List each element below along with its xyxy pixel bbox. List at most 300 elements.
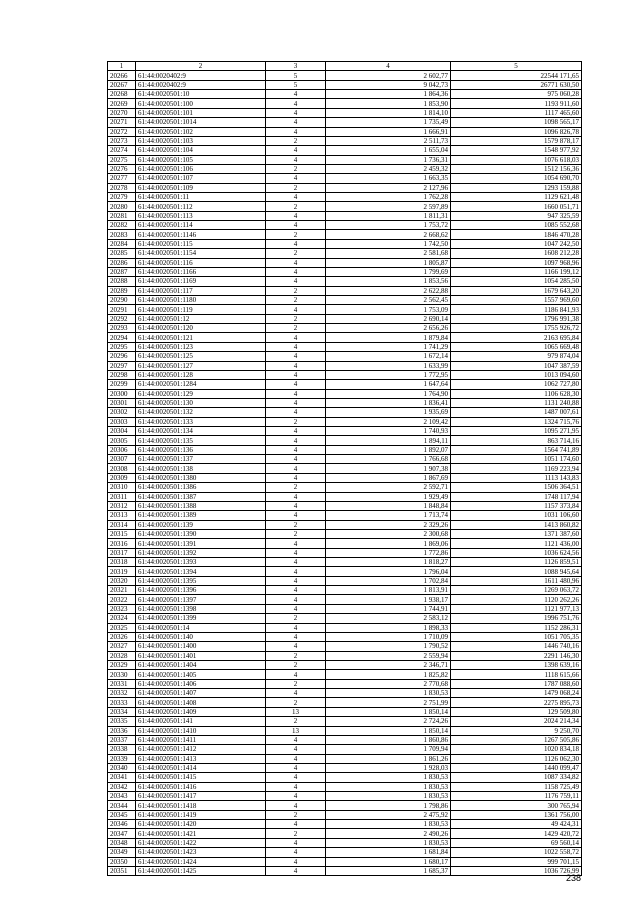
cadastral-number-cell: 61:44:0020501:1394 bbox=[136, 567, 266, 576]
table-row bbox=[108, 127, 582, 136]
cadastral-value-cell: 1440 099,47 bbox=[451, 763, 582, 772]
row-number-cell: 20297 bbox=[108, 361, 136, 370]
specific-value-cell: 1 798,86 bbox=[326, 801, 451, 810]
table-row bbox=[108, 464, 582, 473]
specific-value-cell: 1 830,53 bbox=[326, 773, 451, 782]
cadastral-number-cell: 61:44:0020501:1407 bbox=[136, 689, 266, 698]
specific-value-cell: 1 663,35 bbox=[326, 174, 451, 183]
specific-value-cell: 1 764,90 bbox=[326, 389, 451, 398]
cadastral-value-cell: 1120 262,26 bbox=[451, 595, 582, 604]
row-number-cell: 20310 bbox=[108, 483, 136, 492]
table-row bbox=[108, 314, 582, 323]
cadastral-number-cell: 61:44:0020501:1424 bbox=[136, 857, 266, 866]
specific-value-cell: 2 668,62 bbox=[326, 230, 451, 239]
row-number-cell: 20336 bbox=[108, 726, 136, 735]
row-number-cell: 20293 bbox=[108, 324, 136, 333]
specific-value-cell: 2 109,42 bbox=[326, 417, 451, 426]
cadastral-value-cell: 1087 334,82 bbox=[451, 773, 582, 782]
specific-value-cell: 1 848,84 bbox=[326, 501, 451, 510]
row-number-cell: 20335 bbox=[108, 717, 136, 726]
cadastral-value-cell: 1076 618,03 bbox=[451, 155, 582, 164]
group-cell: 2 bbox=[266, 230, 326, 239]
row-number-cell: 20266 bbox=[108, 71, 136, 80]
table-body bbox=[108, 71, 582, 876]
row-number-cell: 20308 bbox=[108, 464, 136, 473]
cadastral-number-cell: 61:44:0020501:11 bbox=[136, 193, 266, 202]
group-cell: 4 bbox=[266, 501, 326, 510]
specific-value-cell: 2 511,73 bbox=[326, 136, 451, 145]
table-row bbox=[108, 398, 582, 407]
cadastral-value-cell: 1121 977,13 bbox=[451, 604, 582, 613]
table-row bbox=[108, 239, 582, 248]
group-cell: 2 bbox=[266, 417, 326, 426]
row-number-cell: 20309 bbox=[108, 473, 136, 482]
specific-value-cell: 1 894,11 bbox=[326, 436, 451, 445]
cadastral-number-cell: 61:44:0020501:1423 bbox=[136, 848, 266, 857]
group-cell: 2 bbox=[266, 717, 326, 726]
table-row bbox=[108, 820, 582, 829]
group-cell: 4 bbox=[266, 258, 326, 267]
group-cell: 4 bbox=[266, 689, 326, 698]
row-number-cell: 20318 bbox=[108, 558, 136, 567]
group-cell: 2 bbox=[266, 529, 326, 538]
table-row bbox=[108, 258, 582, 267]
table-row bbox=[108, 80, 582, 89]
cadastral-value-cell: 1679 643,20 bbox=[451, 286, 582, 295]
cadastral-value-cell: 26771 630,50 bbox=[451, 80, 582, 89]
row-number-cell: 20301 bbox=[108, 398, 136, 407]
specific-value-cell: 1 867,69 bbox=[326, 473, 451, 482]
cadastral-number-cell: 61:44:0020501:1387 bbox=[136, 492, 266, 501]
cadastral-number-cell: 61:44:0020501:1154 bbox=[136, 249, 266, 258]
cadastral-number-cell: 61:44:0020501:1404 bbox=[136, 661, 266, 670]
group-cell: 2 bbox=[266, 679, 326, 688]
row-number-cell: 20303 bbox=[108, 417, 136, 426]
table-row bbox=[108, 763, 582, 772]
specific-value-cell: 1 929,49 bbox=[326, 492, 451, 501]
table-row bbox=[108, 174, 582, 183]
table-row bbox=[108, 164, 582, 173]
table-row bbox=[108, 792, 582, 801]
cadastral-number-cell: 61:44:0020501:1409 bbox=[136, 707, 266, 716]
row-number-cell: 20296 bbox=[108, 352, 136, 361]
specific-value-cell: 1 805,87 bbox=[326, 258, 451, 267]
cadastral-value-cell: 1113 143,83 bbox=[451, 473, 582, 482]
row-number-cell: 20299 bbox=[108, 380, 136, 389]
specific-value-cell: 2 602,77 bbox=[326, 71, 451, 80]
table-row bbox=[108, 698, 582, 707]
cadastral-number-cell: 61:44:0020501:109 bbox=[136, 183, 266, 192]
cadastral-value-cell: 1324 715,76 bbox=[451, 417, 582, 426]
cadastral-value-cell: 1371 387,60 bbox=[451, 529, 582, 538]
cadastral-number-cell: 61:44:0020501:1419 bbox=[136, 810, 266, 819]
cadastral-number-cell: 61:44:0020501:137 bbox=[136, 455, 266, 464]
table-row bbox=[108, 801, 582, 810]
cadastral-value-cell: 1152 286,31 bbox=[451, 623, 582, 632]
specific-value-cell: 1 830,53 bbox=[326, 782, 451, 791]
table-row bbox=[108, 249, 582, 258]
row-number-cell: 20280 bbox=[108, 202, 136, 211]
table-row bbox=[108, 548, 582, 557]
group-cell: 4 bbox=[266, 754, 326, 763]
cadastral-value-cell: 1047 387,59 bbox=[451, 361, 582, 370]
column-header: 5 bbox=[451, 62, 582, 71]
table-row bbox=[108, 661, 582, 670]
group-cell: 2 bbox=[266, 661, 326, 670]
table-row bbox=[108, 595, 582, 604]
cadastral-number-cell: 61:44:0020501:1391 bbox=[136, 539, 266, 548]
table-row bbox=[108, 183, 582, 192]
cadastral-number-cell: 61:44:0020501:1411 bbox=[136, 735, 266, 744]
group-cell: 4 bbox=[266, 127, 326, 136]
cadastral-value-cell: 1097 968,96 bbox=[451, 258, 582, 267]
row-number-cell: 20285 bbox=[108, 249, 136, 258]
specific-value-cell: 2 346,71 bbox=[326, 661, 451, 670]
group-cell: 2 bbox=[266, 295, 326, 304]
cadastral-number-cell: 61:44:0020501:1393 bbox=[136, 558, 266, 567]
row-number-cell: 20351 bbox=[108, 866, 136, 875]
cadastral-number-cell: 61:44:0020501:116 bbox=[136, 258, 266, 267]
cadastral-number-cell: 61:44:0020501:121 bbox=[136, 333, 266, 342]
group-cell: 4 bbox=[266, 370, 326, 379]
specific-value-cell: 1 796,04 bbox=[326, 567, 451, 576]
group-cell: 2 bbox=[266, 249, 326, 258]
cadastral-value-cell: 1036 726,99 bbox=[451, 866, 582, 875]
cadastral-value-cell: 1193 911,60 bbox=[451, 99, 582, 108]
group-cell: 4 bbox=[266, 99, 326, 108]
group-cell: 4 bbox=[266, 398, 326, 407]
table-row bbox=[108, 866, 582, 875]
cadastral-number-cell: 61:44:0020501:100 bbox=[136, 99, 266, 108]
table-row bbox=[108, 295, 582, 304]
table-row bbox=[108, 642, 582, 651]
table-row bbox=[108, 333, 582, 342]
specific-value-cell: 1 710,09 bbox=[326, 632, 451, 641]
specific-value-cell: 2 622,88 bbox=[326, 286, 451, 295]
specific-value-cell: 1 864,36 bbox=[326, 90, 451, 99]
row-number-cell: 20319 bbox=[108, 567, 136, 576]
cadastral-value-cell: 1267 505,86 bbox=[451, 735, 582, 744]
row-number-cell: 20290 bbox=[108, 295, 136, 304]
specific-value-cell: 1 799,69 bbox=[326, 267, 451, 276]
table-row bbox=[108, 586, 582, 595]
cadastral-value-cell: 1106 628,30 bbox=[451, 389, 582, 398]
cadastral-value-cell: 1748 117,94 bbox=[451, 492, 582, 501]
cadastral-number-cell: 61:44:0020501:1415 bbox=[136, 773, 266, 782]
specific-value-cell: 1 938,17 bbox=[326, 595, 451, 604]
cadastral-value-cell: 1579 878,17 bbox=[451, 136, 582, 145]
row-number-cell: 20338 bbox=[108, 745, 136, 754]
specific-value-cell: 1 860,86 bbox=[326, 735, 451, 744]
table-row bbox=[108, 211, 582, 220]
column-header: 2 bbox=[136, 62, 266, 71]
cadastral-value-cell: 1169 223,94 bbox=[451, 464, 582, 473]
specific-value-cell: 1 825,82 bbox=[326, 670, 451, 679]
group-cell: 4 bbox=[266, 595, 326, 604]
specific-value-cell: 1 766,68 bbox=[326, 455, 451, 464]
row-number-cell: 20271 bbox=[108, 118, 136, 127]
table-row bbox=[108, 99, 582, 108]
group-cell: 4 bbox=[266, 745, 326, 754]
row-number-cell: 20349 bbox=[108, 848, 136, 857]
specific-value-cell: 1 753,09 bbox=[326, 305, 451, 314]
table-row bbox=[108, 848, 582, 857]
cadastral-number-cell: 61:44:0020501:1425 bbox=[136, 866, 266, 875]
specific-value-cell: 1 818,27 bbox=[326, 558, 451, 567]
group-cell: 4 bbox=[266, 211, 326, 220]
cadastral-value-cell: 1176 759,11 bbox=[451, 792, 582, 801]
specific-value-cell: 1 713,74 bbox=[326, 511, 451, 520]
row-number-cell: 20281 bbox=[108, 211, 136, 220]
cadastral-value-cell: 1051 174,60 bbox=[451, 455, 582, 464]
cadastral-number-cell: 61:44:0020501:115 bbox=[136, 239, 266, 248]
row-number-cell: 20320 bbox=[108, 576, 136, 585]
cadastral-value-cell: 1787 088,60 bbox=[451, 679, 582, 688]
cadastral-number-cell: 61:44:0020501:133 bbox=[136, 417, 266, 426]
specific-value-cell: 1 830,53 bbox=[326, 792, 451, 801]
cadastral-value-cell: 1054 690,70 bbox=[451, 174, 582, 183]
cadastral-value-cell: 1020 834,18 bbox=[451, 745, 582, 754]
cadastral-number-cell: 61:44:0020501:1410 bbox=[136, 726, 266, 735]
table-row bbox=[108, 427, 582, 436]
table-row bbox=[108, 436, 582, 445]
cadastral-value-cell: 863 714,16 bbox=[451, 436, 582, 445]
cadastral-number-cell: 61:44:0020501:127 bbox=[136, 361, 266, 370]
row-number-cell: 20268 bbox=[108, 90, 136, 99]
row-number-cell: 20350 bbox=[108, 857, 136, 866]
group-cell: 2 bbox=[266, 314, 326, 323]
table-row bbox=[108, 529, 582, 538]
row-number-cell: 20289 bbox=[108, 286, 136, 295]
table-row bbox=[108, 361, 582, 370]
specific-value-cell: 1 647,64 bbox=[326, 380, 451, 389]
table-row bbox=[108, 773, 582, 782]
group-cell: 2 bbox=[266, 324, 326, 333]
table-row bbox=[108, 71, 582, 80]
group-cell: 2 bbox=[266, 829, 326, 838]
cadastral-number-cell: 61:44:0020501:1422 bbox=[136, 838, 266, 847]
cadastral-number-cell: 61:44:0020501:101 bbox=[136, 108, 266, 117]
table-row bbox=[108, 614, 582, 623]
table-row bbox=[108, 136, 582, 145]
specific-value-cell: 1 685,37 bbox=[326, 866, 451, 875]
cadastral-number-cell: 61:44:0020402:9 bbox=[136, 71, 266, 80]
row-number-cell: 20302 bbox=[108, 408, 136, 417]
cadastral-number-cell: 61:44:0020501:1421 bbox=[136, 829, 266, 838]
table-row bbox=[108, 689, 582, 698]
group-cell: 4 bbox=[266, 632, 326, 641]
group-cell: 4 bbox=[266, 782, 326, 791]
group-cell: 5 bbox=[266, 71, 326, 80]
row-number-cell: 20274 bbox=[108, 146, 136, 155]
cadastral-value-cell: 1088 945,64 bbox=[451, 567, 582, 576]
row-number-cell: 20288 bbox=[108, 277, 136, 286]
row-number-cell: 20300 bbox=[108, 389, 136, 398]
row-number-cell: 20343 bbox=[108, 792, 136, 801]
group-cell: 4 bbox=[266, 763, 326, 772]
group-cell: 4 bbox=[266, 389, 326, 398]
row-number-cell: 20270 bbox=[108, 108, 136, 117]
group-cell: 2 bbox=[266, 810, 326, 819]
cadastral-value-cell: 49 424,31 bbox=[451, 820, 582, 829]
specific-value-cell: 2 475,92 bbox=[326, 810, 451, 819]
table-row bbox=[108, 155, 582, 164]
table-row bbox=[108, 277, 582, 286]
row-number-cell: 20311 bbox=[108, 492, 136, 501]
cadastral-number-cell: 61:44:0020501:1388 bbox=[136, 501, 266, 510]
specific-value-cell: 1 741,29 bbox=[326, 342, 451, 351]
group-cell: 4 bbox=[266, 670, 326, 679]
row-number-cell: 20282 bbox=[108, 221, 136, 230]
cadastral-number-cell: 61:44:0020501:1412 bbox=[136, 745, 266, 754]
cadastral-number-cell: 61:44:0020501:1418 bbox=[136, 801, 266, 810]
cadastral-value-cell: 1126 062,30 bbox=[451, 754, 582, 763]
cadastral-value-cell: 1031 106,60 bbox=[451, 511, 582, 520]
group-cell: 4 bbox=[266, 576, 326, 585]
table-row bbox=[108, 146, 582, 155]
cadastral-value-cell: 1096 826,78 bbox=[451, 127, 582, 136]
column-header: 1 bbox=[108, 62, 136, 71]
row-number-cell: 20277 bbox=[108, 174, 136, 183]
cadastral-value-cell: 2275 895,73 bbox=[451, 698, 582, 707]
row-number-cell: 20298 bbox=[108, 370, 136, 379]
group-cell: 4 bbox=[266, 623, 326, 632]
group-cell: 4 bbox=[266, 642, 326, 651]
cadastral-number-cell: 61:44:0020501:119 bbox=[136, 305, 266, 314]
row-number-cell: 20326 bbox=[108, 632, 136, 641]
row-number-cell: 20307 bbox=[108, 455, 136, 464]
cadastral-value-cell: 1512 156,36 bbox=[451, 164, 582, 173]
group-cell: 4 bbox=[266, 838, 326, 847]
group-cell: 2 bbox=[266, 483, 326, 492]
row-number-cell: 20322 bbox=[108, 595, 136, 604]
table-row bbox=[108, 389, 582, 398]
table-row bbox=[108, 324, 582, 333]
cadastral-number-cell: 61:44:0020501:1416 bbox=[136, 782, 266, 791]
row-number-cell: 20312 bbox=[108, 501, 136, 510]
cadastral-number-cell: 61:44:0020501:12 bbox=[136, 314, 266, 323]
cadastral-number-cell: 61:44:0020501:1389 bbox=[136, 511, 266, 520]
row-number-cell: 20325 bbox=[108, 623, 136, 632]
row-number-cell: 20295 bbox=[108, 342, 136, 351]
table-row bbox=[108, 501, 582, 510]
row-number-cell: 20323 bbox=[108, 604, 136, 613]
group-cell: 2 bbox=[266, 202, 326, 211]
table-row bbox=[108, 455, 582, 464]
table-row bbox=[108, 717, 582, 726]
specific-value-cell: 1 740,93 bbox=[326, 427, 451, 436]
specific-value-cell: 2 656,26 bbox=[326, 324, 451, 333]
specific-value-cell: 2 597,89 bbox=[326, 202, 451, 211]
cadastral-number-cell: 61:44:0020501:138 bbox=[136, 464, 266, 473]
table-row bbox=[108, 492, 582, 501]
cadastral-value-cell: 1157 373,84 bbox=[451, 501, 582, 510]
specific-value-cell: 2 490,26 bbox=[326, 829, 451, 838]
cadastral-value-cell: 1065 669,48 bbox=[451, 342, 582, 351]
specific-value-cell: 1 666,91 bbox=[326, 127, 451, 136]
row-number-cell: 20333 bbox=[108, 698, 136, 707]
specific-value-cell: 1 898,33 bbox=[326, 623, 451, 632]
table-row bbox=[108, 604, 582, 613]
table-header-row bbox=[108, 62, 582, 71]
group-cell: 4 bbox=[266, 539, 326, 548]
cadastral-number-cell: 61:44:0020501:1408 bbox=[136, 698, 266, 707]
row-number-cell: 20346 bbox=[108, 820, 136, 829]
cadastral-number-cell: 61:44:0020501:1399 bbox=[136, 614, 266, 623]
group-cell: 4 bbox=[266, 558, 326, 567]
cadastral-value-cell: 1361 756,00 bbox=[451, 810, 582, 819]
row-number-cell: 20279 bbox=[108, 193, 136, 202]
specific-value-cell: 2 127,96 bbox=[326, 183, 451, 192]
cadastral-number-cell: 61:44:0020501:112 bbox=[136, 202, 266, 211]
table-row bbox=[108, 558, 582, 567]
cadastral-number-cell: 61:44:0020501:114 bbox=[136, 221, 266, 230]
cadastral-value-cell: 1755 926,72 bbox=[451, 324, 582, 333]
table-row bbox=[108, 632, 582, 641]
cadastral-number-cell: 61:44:0020501:107 bbox=[136, 174, 266, 183]
group-cell: 4 bbox=[266, 548, 326, 557]
specific-value-cell: 1 869,06 bbox=[326, 539, 451, 548]
row-number-cell: 20313 bbox=[108, 511, 136, 520]
cadastral-value-cell: 1293 159,88 bbox=[451, 183, 582, 192]
table-row bbox=[108, 735, 582, 744]
row-number-cell: 20345 bbox=[108, 810, 136, 819]
cadastral-number-cell: 61:44:0020501:129 bbox=[136, 389, 266, 398]
specific-value-cell: 1 892,07 bbox=[326, 445, 451, 454]
cadastral-value-cell: 979 874,04 bbox=[451, 352, 582, 361]
specific-value-cell: 2 724,26 bbox=[326, 717, 451, 726]
cadastral-value-cell: 1062 727,80 bbox=[451, 380, 582, 389]
group-cell: 4 bbox=[266, 361, 326, 370]
specific-value-cell: 1 633,99 bbox=[326, 361, 451, 370]
table-row bbox=[108, 745, 582, 754]
group-cell: 4 bbox=[266, 90, 326, 99]
cadastral-value-cell: 2024 214,34 bbox=[451, 717, 582, 726]
table-row bbox=[108, 408, 582, 417]
specific-value-cell: 1 935,69 bbox=[326, 408, 451, 417]
specific-value-cell: 1 811,31 bbox=[326, 211, 451, 220]
table-row bbox=[108, 221, 582, 230]
row-number-cell: 20340 bbox=[108, 763, 136, 772]
cadastral-number-cell: 61:44:0020501:1417 bbox=[136, 792, 266, 801]
specific-value-cell: 2 770,68 bbox=[326, 679, 451, 688]
cadastral-value-cell: 1051 705,35 bbox=[451, 632, 582, 641]
cadastral-number-cell: 61:44:0020501:1400 bbox=[136, 642, 266, 651]
cadastral-value-cell: 69 560,14 bbox=[451, 838, 582, 847]
row-number-cell: 20347 bbox=[108, 829, 136, 838]
specific-value-cell: 1 702,84 bbox=[326, 576, 451, 585]
row-number-cell: 20276 bbox=[108, 164, 136, 173]
cadastral-number-cell: 61:44:0020501:103 bbox=[136, 136, 266, 145]
table-row bbox=[108, 670, 582, 679]
cadastral-value-cell: 129 509,80 bbox=[451, 707, 582, 716]
specific-value-cell: 1 790,52 bbox=[326, 642, 451, 651]
cadastral-value-cell: 1013 094,60 bbox=[451, 370, 582, 379]
table-row bbox=[108, 567, 582, 576]
row-number-cell: 20287 bbox=[108, 267, 136, 276]
cadastral-value-cell: 1548 977,92 bbox=[451, 146, 582, 155]
row-number-cell: 20306 bbox=[108, 445, 136, 454]
group-cell: 4 bbox=[266, 492, 326, 501]
cadastral-number-cell: 61:44:0020501:10 bbox=[136, 90, 266, 99]
cadastral-value-cell: 1166 199,12 bbox=[451, 267, 582, 276]
table-row bbox=[108, 380, 582, 389]
specific-value-cell: 1 836,41 bbox=[326, 398, 451, 407]
group-cell: 4 bbox=[266, 735, 326, 744]
cadastral-value-cell: 1047 242,50 bbox=[451, 239, 582, 248]
row-number-cell: 20317 bbox=[108, 548, 136, 557]
cadastral-number-cell: 61:44:0020501:1396 bbox=[136, 586, 266, 595]
